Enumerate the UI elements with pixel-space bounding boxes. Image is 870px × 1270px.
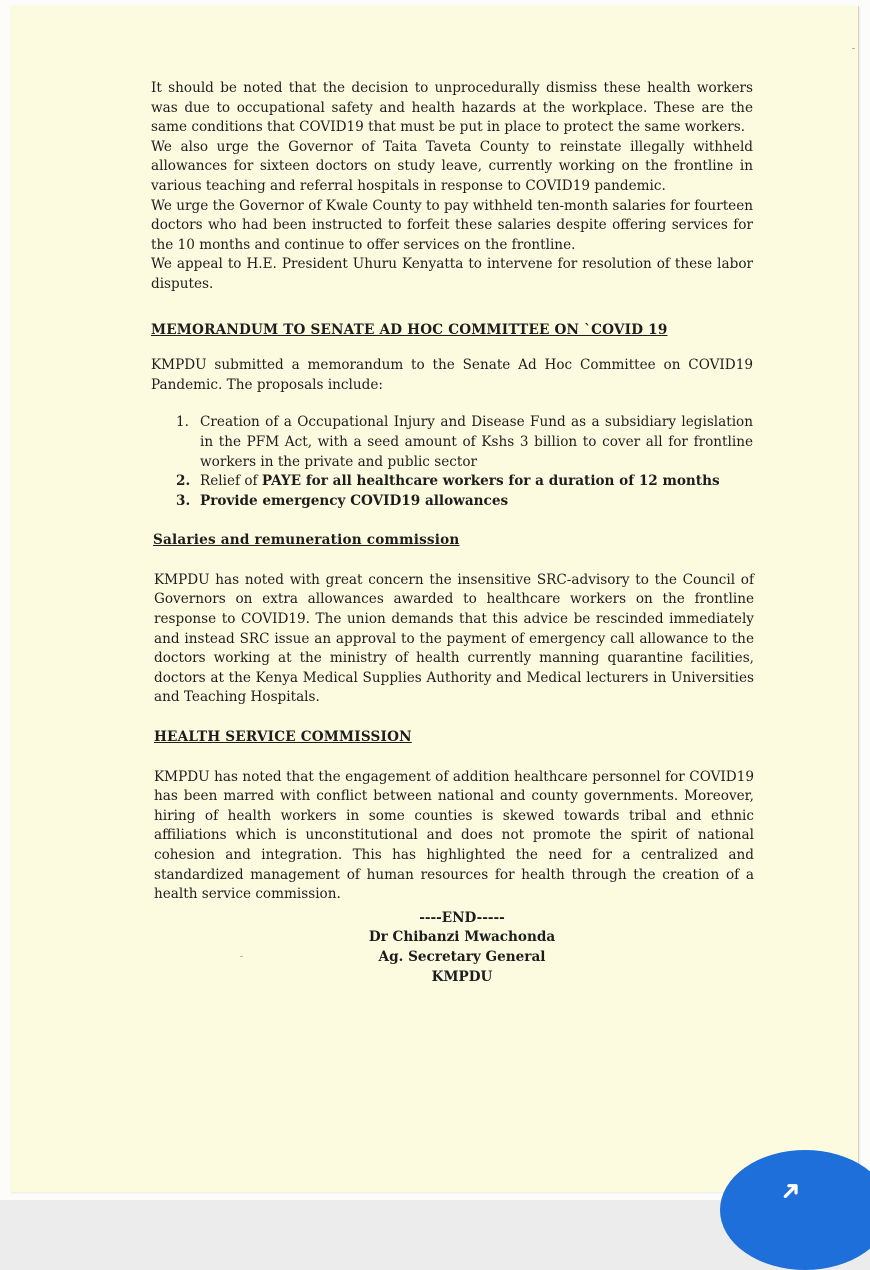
src-body: KMPDU has noted with great concern the insensitive SRC-advisory to the Council of Governors on extra allowances awarded to healthcare workers on the frontline response to COVID19. The union demands that this advice be rescinded immediately and instead SRC issue an approval to the payment of emergency call allowance to the doctors working at the ministry of health currently manning quarantine facilities, doctors at the Kenya Medical Supplies Authority and Medical lecturers in Universities and Teaching Hospitals. <box>154 571 754 706</box>
memorandum-heading: MEMORANDUM TO SENATE AD HOC COMMITTEE ON `COVID 19 <box>151 321 668 338</box>
signatory-title: Ag. Secretary General <box>378 948 546 965</box>
list-item <box>176 472 753 492</box>
memorandum-intro: KMPDU submitted a memorandum to the Senate Ad Hoc Committee on COVID19 Pandemic. The proposals include: <box>151 357 753 393</box>
hsc-body: KMPDU has noted that the engagement of addition healthcare personnel for COVID19 has been marred with conflict between national and county governments. Moreover, hiring of health workers in some counties is skewed towards tribal and ethnic affiliations which is unconstitutional and does not promote the spirit of national cohesion and integration. This has highlighted the need for a centralized and standardized management of human resources for health through the creation of a health service commission. <box>154 768 754 903</box>
end-marker: ----END----- <box>419 909 505 926</box>
list-item-text: PAYE for all healthcare workers for a duration of 12 months <box>261 473 720 490</box>
signatory-name: Dr Chibanzi Mwachonda <box>368 929 556 946</box>
list-item <box>176 492 753 512</box>
proposal-list <box>176 413 753 511</box>
list-item <box>176 413 753 472</box>
paragraph-appeal: We appeal to H.E. President Uhuru Kenyatta to intervene for resolution of these labor disputes. <box>151 256 753 292</box>
src-heading: Salaries and remuneration commission <box>153 532 460 549</box>
hsc-heading: HEALTH SERVICE COMMISSION <box>154 729 412 746</box>
expand-button[interactable] <box>720 1150 870 1270</box>
expand-arrow-icon[interactable]: ➜ <box>772 1172 810 1210</box>
paragraph-kwale: We urge the Governor of Kwale County to pay withheld ten-month salaries for fourteen doctors who had been instructed to forfeit these salaries despite offering services for the 10 months and continue to offer services on the frontline. <box>151 197 753 253</box>
paragraph-taita-taveta: We also urge the Governor of Taita Taveta County to reinstate illegally withheld allowances for sixteen doctors on study leave, currently working on the frontline in various teaching and referral hospitals in response to COVID19 pandemic. <box>151 138 753 194</box>
list-item-text: Creation of a Occupational Injury and Disease Fund as a subsidiary legislation in the PFM Act, with a seed amount of Kshs 3 billion to cover all for frontline workers in the private and public sector <box>200 414 753 470</box>
scan-speck <box>852 48 855 49</box>
list-item-text: Provide emergency COVID19 allowances <box>200 492 509 509</box>
list-item-number: 2. <box>176 473 191 490</box>
signatory-org: KMPDU <box>431 968 493 985</box>
list-item-number: 3. <box>176 492 191 509</box>
list-item-number: 1. <box>176 414 189 431</box>
paragraph-dismissal: It should be noted that the decision to unprocedurally dismiss these health workers was due to occupational safety and health hazards at the workplace. These are the same conditions that COVID19 that must be put in place to protect the same workers. <box>151 80 753 136</box>
document-body <box>141 79 753 987</box>
list-item-prefix: Relief of <box>200 473 262 490</box>
